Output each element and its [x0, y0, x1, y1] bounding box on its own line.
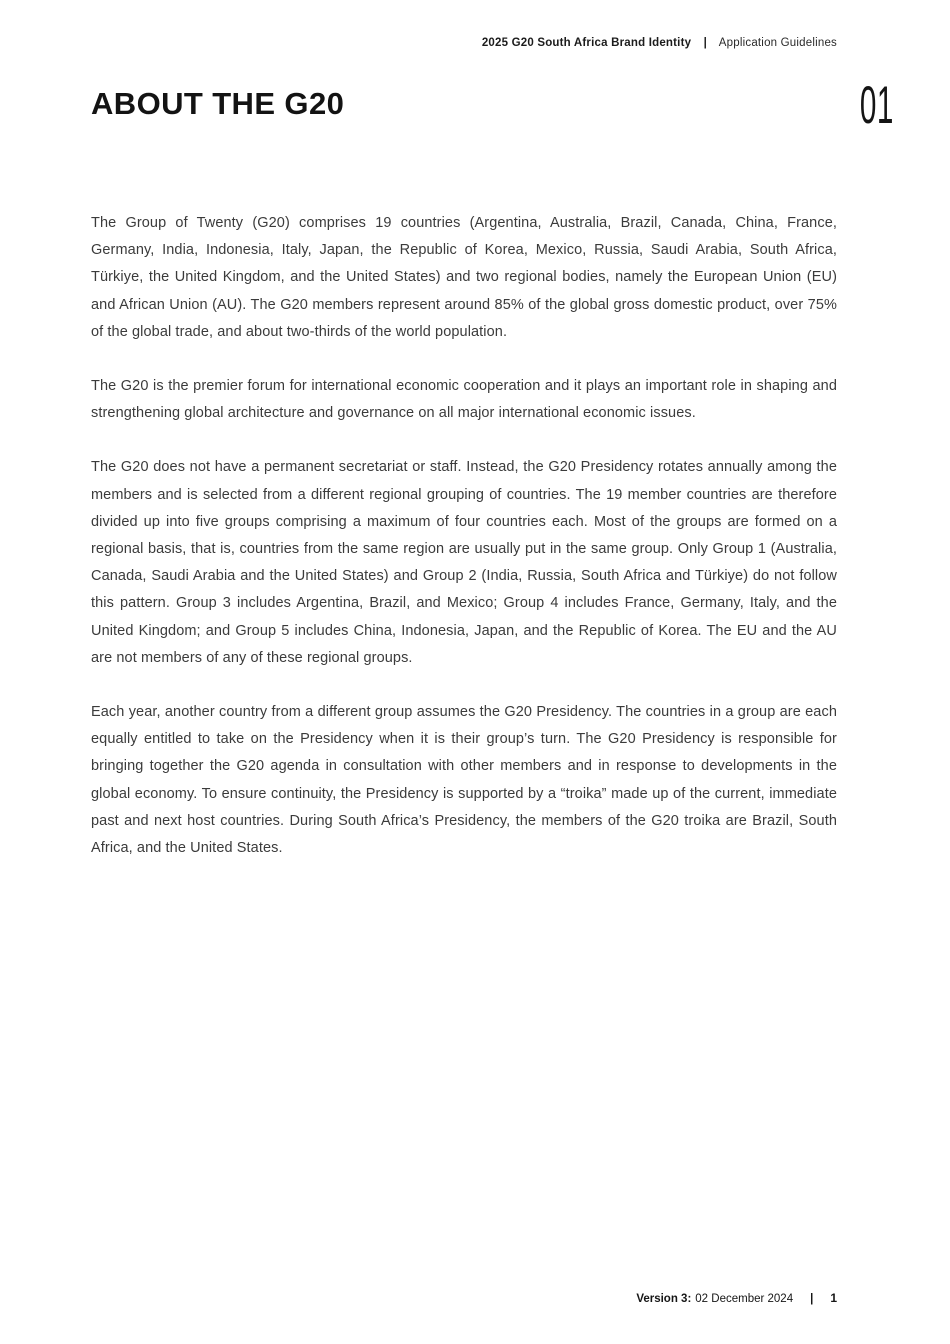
footer-version-label: Version 3: [636, 1293, 692, 1305]
paragraph-premier-forum: The G20 is the premier forum for international economic cooperation and it plays an important role in shaping and strengthening global architecture and governance on all major international economic issues. [91, 378, 837, 422]
page-title: ABOUT THE G20 [91, 86, 345, 121]
header-separator: | [703, 37, 708, 49]
paragraph-troika: Each year, another country from a different group assumes the G20 Presidency. The countries in a group are each equally entitled to take on the Presidency when it is their group’s turn. The G20 Presidency is responsible for bringing together the G20 agenda in consultation with other members and in response to developments in the global economy. To ensure continuity, the Presidency is supported by a “troika” made up of the current, immediate past and next host countries. During South Africa’s Presidency, the members of the G20 troika are Brazil, South Africa, and the United States. [91, 704, 837, 857]
page-footer [636, 1291, 837, 1305]
footer-version-date: 02 December 2024 [695, 1293, 794, 1305]
chapter-number: 01 [859, 76, 894, 135]
running-header [482, 37, 837, 49]
header-brand-identity-label: Brand Identity [611, 37, 692, 49]
footer-separator: | [810, 1293, 814, 1305]
paragraph-g20-members: The Group of Twenty (G20) comprises 19 countries (Argentina, Australia, Brazil, Canada, China, France, Germany, India, Indonesia, Italy, Japan, the Republic of Korea, Mexico, Russia, Saudi Arabia, South Africa, Türkiye, the United Kingdom, and the United States) and two regional bodies, namely the European Union (EU) and African Union (AU). The G20 members represent around 85% of the global gross domestic product, over 75% of the global trade, and about two-thirds of the world population. [91, 215, 837, 340]
header-section-label: Application Guidelines [718, 37, 837, 49]
header-product-title: 2025 G20 South Africa [481, 37, 608, 49]
paragraph-presidency-rotation: The G20 does not have a permanent secretariat or staff. Instead, the G20 Presidency rotates annually among the members and is selected from a different regional grouping of countries. The 19 member countries are therefore divided up into five groups comprising a maximum of four countries each. Most of the groups are formed on a regional basis, that is, countries from the same region are usually put in the same group. Only Group 1 (Australia, Canada, Saudi Arabia and the United States) and Group 2 (India, Russia, South Africa and Türkiye) do not follow this pattern. Group 3 includes Argentina, Brazil, and Mexico; Group 4 includes France, Germany, Italy, and the United Kingdom; and Group 5 includes China, Indonesia, Japan, and the Republic of Korea. The EU and the AU are not members of any of these regional groups. [91, 459, 837, 666]
body-copy [91, 210, 837, 862]
footer-page-number: 1 [830, 1291, 837, 1305]
